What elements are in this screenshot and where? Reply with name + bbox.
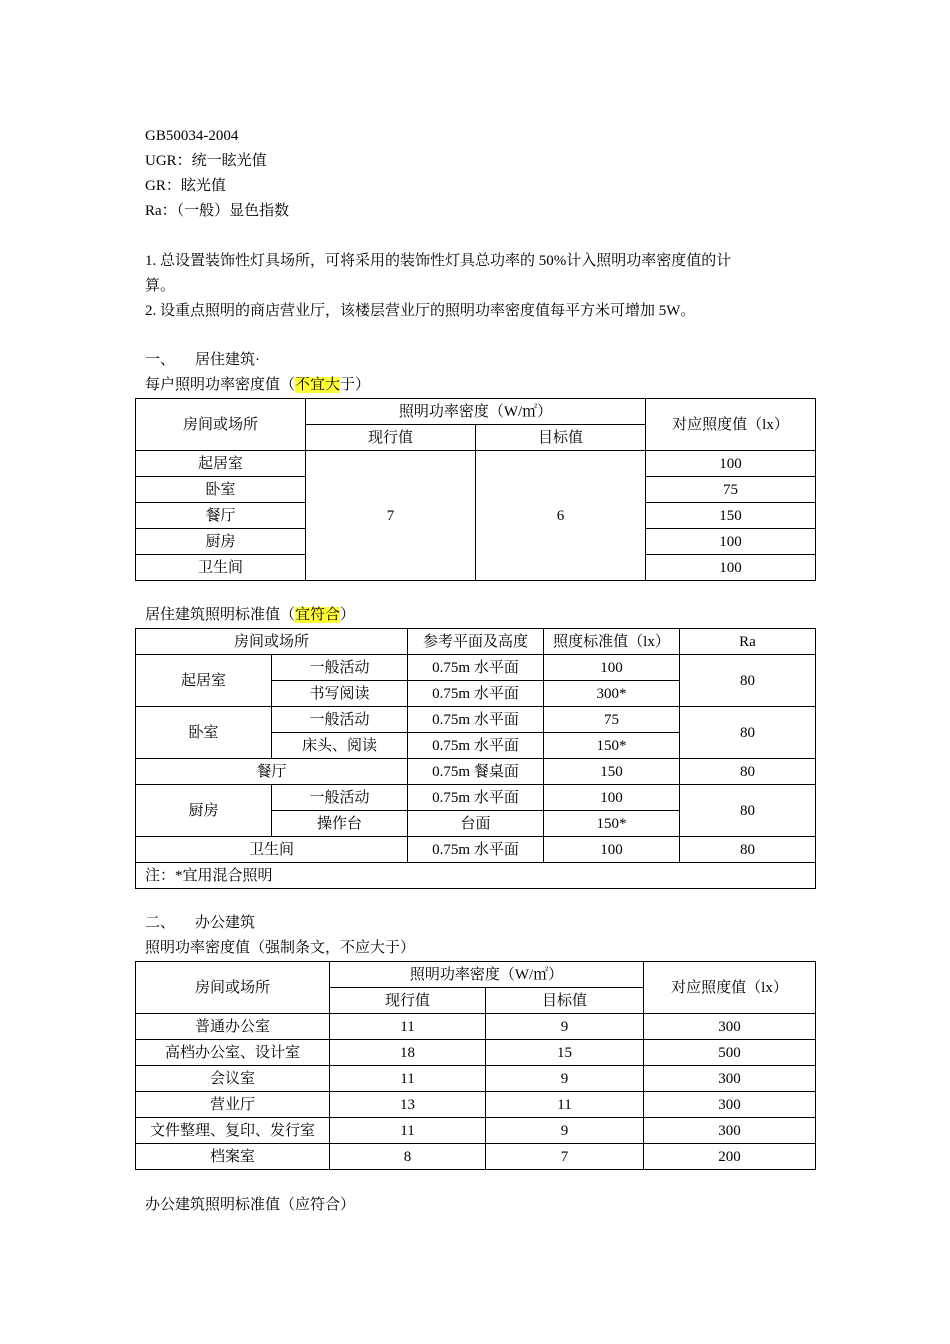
- header-density: 照明功率密度（W/㎡）: [330, 962, 644, 988]
- table-row: 文件整理、复印、发行室 11 9 300: [136, 1118, 816, 1144]
- highlight-text: 宜符合: [295, 607, 341, 623]
- table-row: 营业厅 13 11 300: [136, 1092, 816, 1118]
- header-lux: 对应照度值（lx）: [644, 962, 816, 1014]
- note-2: 2. 设重点照明的商店营业厅，该楼层营业厅的照明功率密度值每平方米可增加 5W。: [145, 303, 696, 319]
- table-row: 餐厅 150: [136, 503, 816, 529]
- header-density: 照明功率密度（W/㎡）: [306, 399, 646, 425]
- residential-density-caption: 每户照明功率密度值（不宜大于）: [145, 377, 371, 393]
- note-1-line-1: 1. 总设置装饰性灯具场所，可将采用的装饰性灯具总功率的 50%计入照明功率密度值的计: [145, 253, 732, 269]
- header-target: 目标值: [486, 988, 644, 1014]
- table-row: 高档办公室、设计室 18 15 500: [136, 1040, 816, 1066]
- ugr-definition: UGR：统一眩光值: [145, 153, 267, 169]
- section-1-number: 一、: [145, 352, 176, 368]
- table-row: 床头、阅读 0.75m 水平面 150*: [136, 733, 816, 759]
- header-room: 房间或场所: [136, 962, 330, 1014]
- table-row: 卧室 75: [136, 477, 816, 503]
- current-value: 7: [306, 451, 476, 581]
- section-2-heading: [145, 913, 255, 933]
- section-1-heading: [145, 350, 260, 370]
- header-plane: 参考平面及高度: [408, 629, 544, 655]
- residential-standard-caption: 居住建筑照明标准值（宜符合）: [145, 607, 356, 623]
- section-2-number: 二、: [145, 915, 176, 931]
- table-row: 卧室 一般活动 0.75m 水平面 75 80: [136, 707, 816, 733]
- ra-definition: Ra：（一般）显色指数: [145, 203, 290, 219]
- section-2-title: 办公建筑: [195, 915, 256, 931]
- table-row: 起居室 一般活动 0.75m 水平面 100 80: [136, 655, 816, 681]
- office-standard-caption: 办公建筑照明标准值（应符合）: [145, 1197, 356, 1213]
- table-row: 厨房 一般活动 0.75m 水平面 100 80: [136, 785, 816, 811]
- table-row: 普通办公室 11 9 300: [136, 1014, 816, 1040]
- target-value: 6: [476, 451, 646, 581]
- residential-density-table: [135, 398, 816, 581]
- table-note: 注：*宜用混合照明: [136, 863, 816, 889]
- gr-definition: GR：眩光值: [145, 178, 226, 194]
- header-current: 现行值: [330, 988, 486, 1014]
- note-1-line-2: 算。: [145, 278, 176, 294]
- header-room: 房间或场所: [136, 399, 306, 451]
- header-target: 目标值: [476, 425, 646, 451]
- section-1-title: 居住建筑·: [195, 352, 260, 368]
- standard-code: GB50034-2004: [145, 128, 239, 144]
- table-row: 卫生间 0.75m 水平面 100 80: [136, 837, 816, 863]
- office-density-caption: 照明功率密度值（强制条文，不应大于）: [145, 940, 416, 956]
- table-row: 书写阅读 0.75m 水平面 300*: [136, 681, 816, 707]
- header-lux: 对应照度值（lx）: [646, 399, 816, 451]
- header-lux: 照度标准值（lx）: [544, 629, 680, 655]
- table-row: 操作台 台面 150*: [136, 811, 816, 837]
- header-ra: Ra: [680, 629, 816, 655]
- table-row: 厨房 100: [136, 529, 816, 555]
- table-row: 起居室 7 6 100: [136, 451, 816, 477]
- table-row: 餐厅 0.75m 餐桌面 150 80: [136, 759, 816, 785]
- header-room: 房间或场所: [136, 629, 408, 655]
- table-note-row: [136, 863, 816, 889]
- table-row: 档案室 8 7 200: [136, 1144, 816, 1170]
- residential-standard-table: [135, 628, 816, 889]
- table-row: 卫生间 100: [136, 555, 816, 581]
- header-current: 现行值: [306, 425, 476, 451]
- table-row: 会议室 11 9 300: [136, 1066, 816, 1092]
- office-density-table: [135, 961, 816, 1170]
- highlight-text: 不宜大: [295, 377, 341, 393]
